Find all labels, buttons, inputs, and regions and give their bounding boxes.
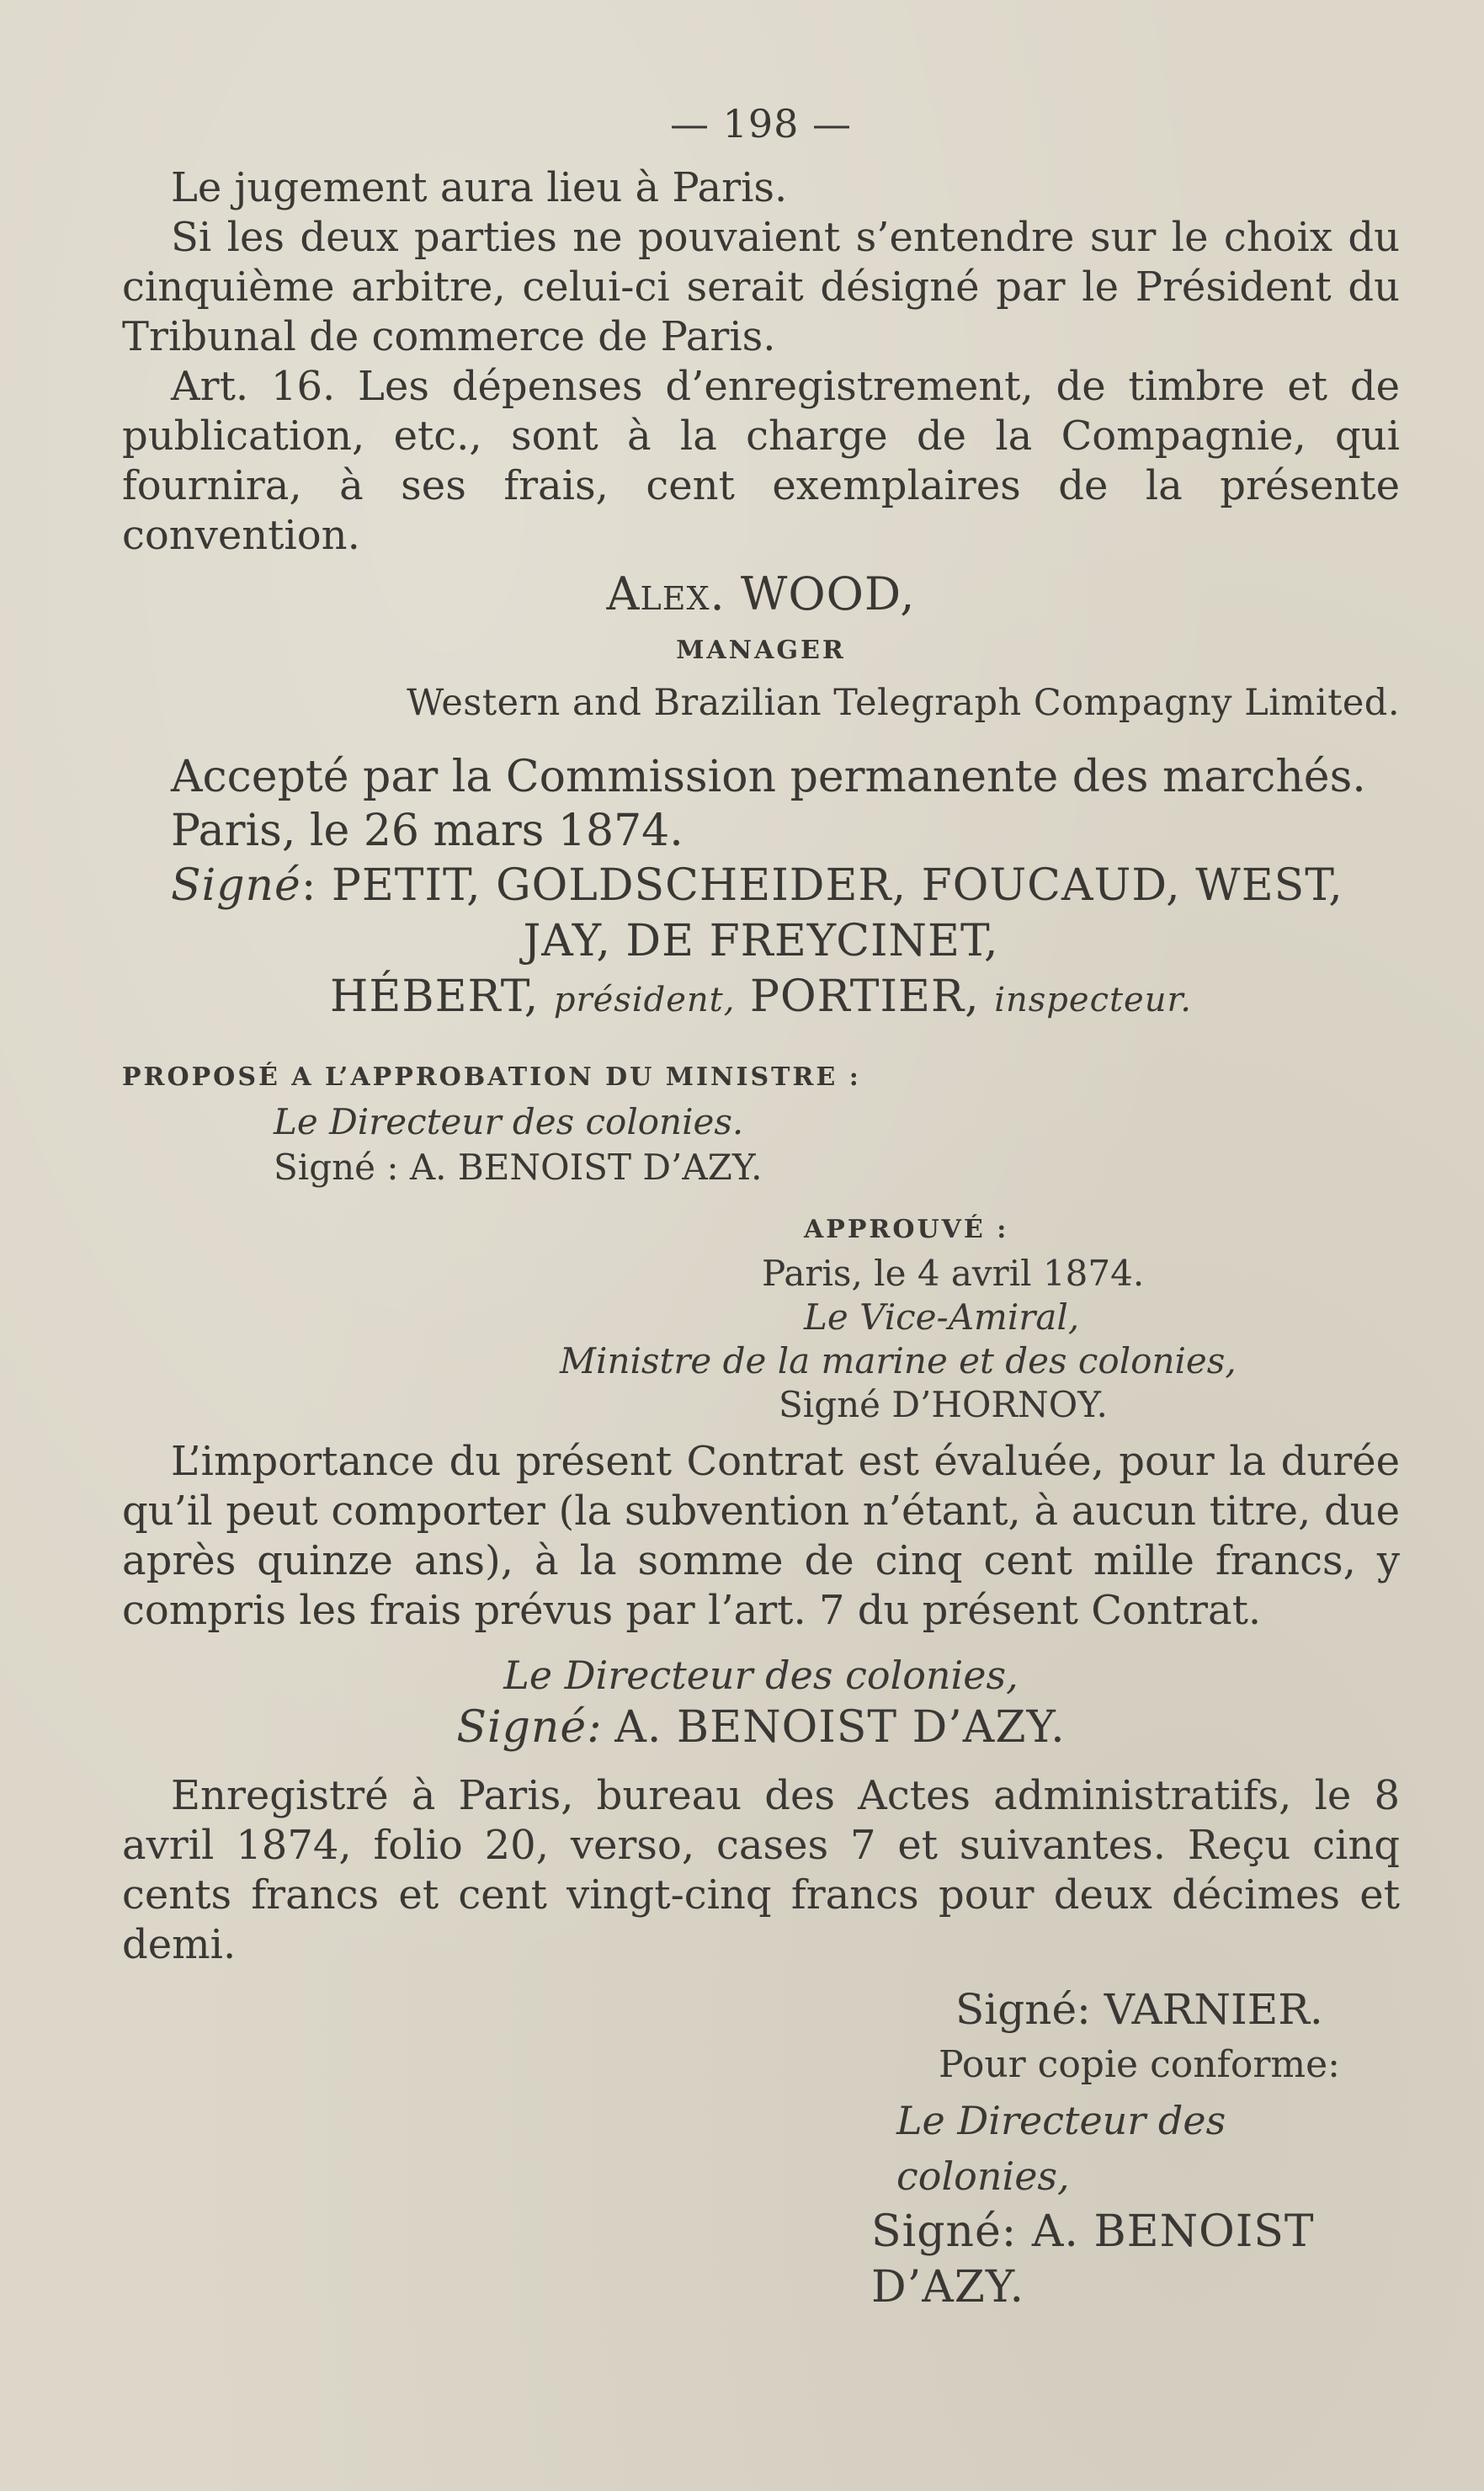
approval-signature-hornoy: Signé D’HORNOY. [779,1384,1108,1425]
proposal-heading-text: PROPOSÉ A L’APPROBATION DU MINISTRE : [122,1062,861,1092]
paragraph-accepte: Accepté par la Commission permanente des marchés. [171,752,1366,802]
signe-label: Signé [171,860,301,911]
approval-heading-text: APPROUVÉ : [804,1215,1009,1244]
signature-wood-name: Alex. WOOD, [606,567,916,620]
final-director-signature: Signé: A. BENOIST D’AZY. [871,2206,1315,2313]
final-signature-block [122,1982,1400,2315]
approval-date: Paris, le 4 avril 1874. [762,1253,1145,1294]
approval-ministre: Ministre de la marine et des colonies, [560,1340,1237,1381]
director-signature-line [122,1701,1400,1754]
signature-wood-company: Western and Brazilian Telegraph Compagny Limited. [407,682,1400,724]
director-signature-block [122,1649,1400,1754]
paragraph-importance: L’importance du présent Contrat est évaluée, pour la durée qu’il peut comporter (la subvention n’étant, à aucun titre, due après quinze ans), à la somme de cinq cent mille francs, y compris les frais prévus par l’art. 7 du présent Contrat. [122,1438,1400,1634]
approval-vice-amiral: Le Vice-Amiral, [804,1296,1080,1338]
date-paris-26-mars: Paris, le 26 mars 1874. [171,806,683,856]
signature-portier: PORTIER, [749,971,980,1022]
proposal-body [122,1099,1400,1190]
signature-varnier: Signé: VARNIER. [955,1985,1323,2034]
proposal-director: Le Directeur des colonies. [274,1101,744,1142]
signatures-commission-line1 [122,858,1400,913]
signatures-hebert-portier [122,969,1400,1028]
director-signe-label: Signé: [456,1702,603,1753]
proposal-signature: Signé : A. BENOIST D’AZY. [274,1147,763,1188]
title-president: président, [553,981,736,1019]
proposal-block [122,1050,1400,1190]
paragraph-judgement: Le jugement aura lieu à Paris. [171,164,788,211]
director-title: Le Directeur des colonies, [503,1653,1019,1698]
signature-wood-title: MANAGER [676,636,846,665]
approval-block [122,1204,1400,1427]
signature-wood-title-row [122,624,1400,672]
signatures-names-1: : PETIT, GOLDSCHEIDER, FOUCAUD, WEST, [301,860,1343,911]
signature-wood [122,569,1400,619]
final-director-title: Le Directeur des colonies, [896,2098,1226,2199]
paragraph-enregistre: Enregistré à Paris, bureau des Actes administratifs, le 8 avril 1874, folio 20, verso, cases 7 et suivantes. Reçu cinq cents francs et cent vingt-cinq francs pour deux décimes et demi. [122,1772,1400,1968]
signatures-names-2: JAY, DE FREYCINET, [523,916,999,966]
paragraph-arbitre: Si les deux parties ne pouvaient s’entendre sur le choix du cinquième arbitre, celui-ci serait désigné par le Président du Tribunal de commerce de Paris. [122,214,1400,360]
title-inspecteur: inspecteur. [994,981,1192,1019]
proposal-heading [122,1050,1400,1099]
director-signature-name: A. BENOIST D’AZY. [614,1702,1066,1753]
signature-hebert: HÉBERT, [330,971,540,1022]
copie-conforme: Pour copie conforme: [939,2043,1340,2086]
paragraph-article-16: Art. 16. Les dépenses d’enregistrement, de timbre et de publication, etc., sont à la charge de la Compagnie, qui fournira, à ses frais, cent exemplaires de la présente convention. [122,363,1400,559]
approval-heading [678,1204,1400,1252]
page-number: — 198 — [669,101,853,146]
